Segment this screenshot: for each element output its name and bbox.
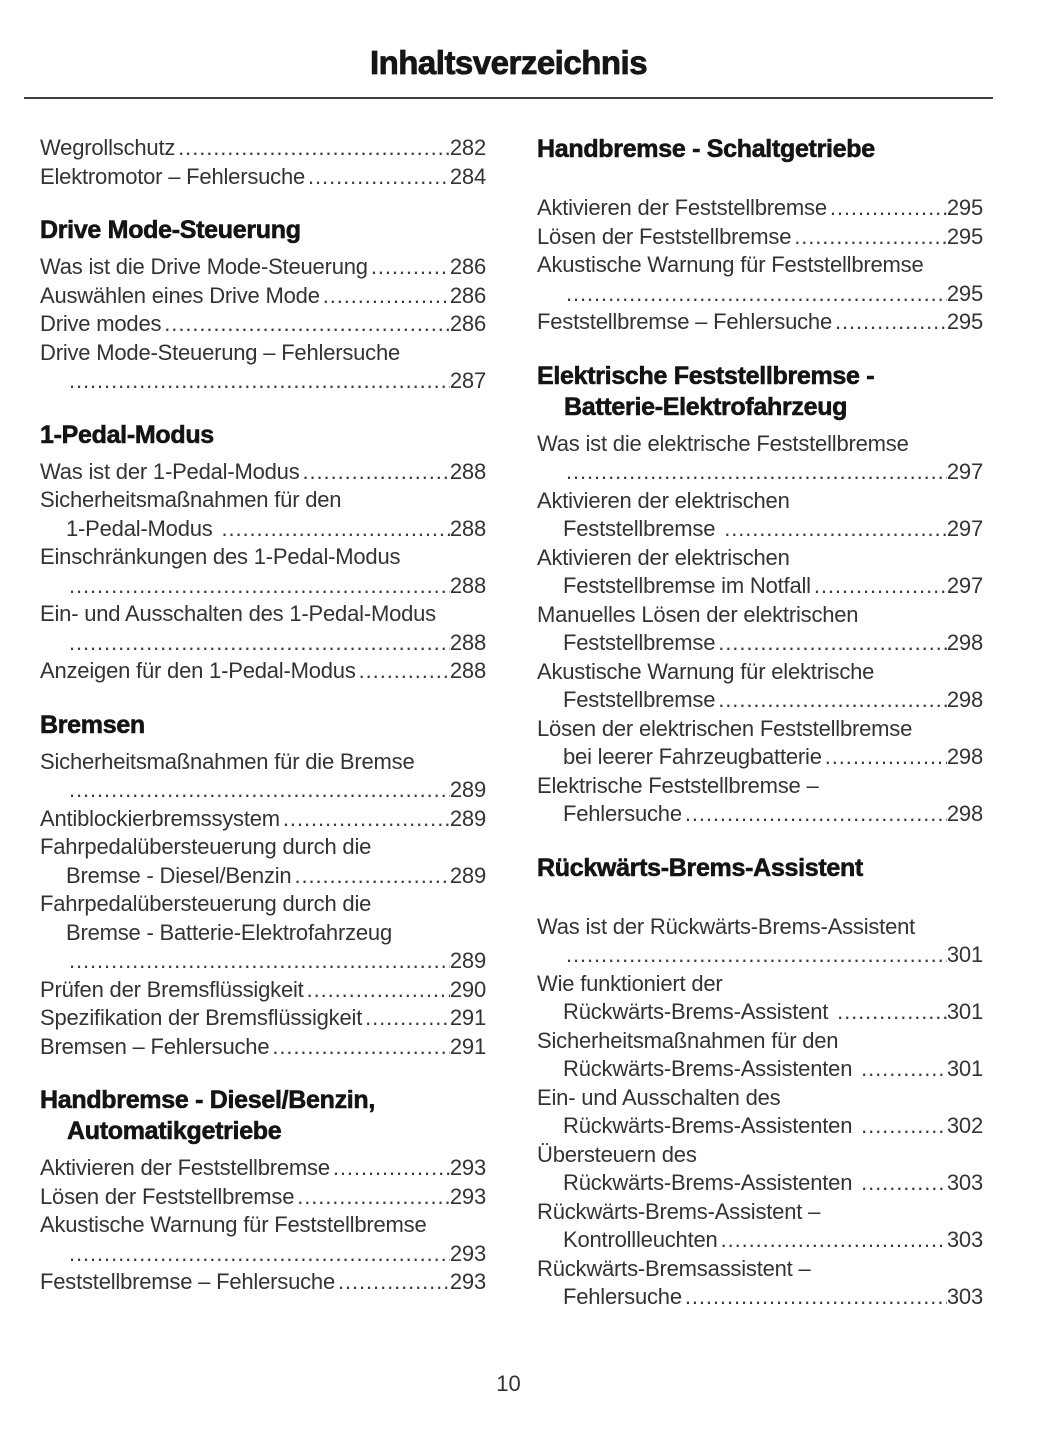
toc-entry-line <box>537 629 983 658</box>
toc-section <box>537 853 983 1312</box>
toc-entry-text: Feststellbremse – Fehlersuche <box>537 309 832 334</box>
toc-entry <box>537 223 983 252</box>
toc-entry <box>537 1027 983 1084</box>
toc-entry-page: 298 <box>946 744 983 769</box>
toc-entry-text: 1-Pedal-Modus <box>66 515 219 541</box>
toc-entry <box>537 1141 983 1198</box>
toc-entry-line <box>40 805 486 834</box>
toc-entry-text: bei leerer Fahrzeugbatterie <box>563 744 822 769</box>
dot-leader <box>66 1240 450 1269</box>
toc-entry-line <box>537 913 983 942</box>
toc-entry-text: Feststellbremse im Notfall <box>563 573 811 598</box>
toc-entry-line <box>40 1268 486 1297</box>
section-heading-line: Automatikgetriebe <box>67 1117 282 1145</box>
toc-entry-line <box>537 1283 983 1312</box>
toc-entry-text: Übersteuern des <box>537 1141 697 1167</box>
toc-entry-page: 297 <box>946 459 983 484</box>
toc-entry-text: Auswählen eines Drive Mode <box>40 282 320 308</box>
toc-entry-text: Rückwärts-Brems-Assistenten <box>563 1056 859 1081</box>
toc-entry-text: Fahrpedalübersteuerung durch die <box>40 891 372 916</box>
toc-entry-line <box>537 544 983 573</box>
toc-entry-page: 303 <box>946 1227 983 1252</box>
dot-leader <box>175 134 450 163</box>
toc-entry <box>40 253 486 282</box>
toc-entry-page: 289 <box>449 777 486 802</box>
toc-entry-line <box>40 1004 486 1033</box>
toc-entry-page: 291 <box>449 1005 486 1030</box>
toc-entry-line <box>40 310 486 339</box>
toc-entry-page: 289 <box>449 805 486 831</box>
toc-entry-line <box>537 1027 983 1056</box>
section-heading-line: Rückwärts-Brems-Assistent <box>537 853 863 882</box>
toc-entry-line <box>40 282 486 311</box>
toc-entry-line <box>537 970 983 999</box>
toc-entry <box>40 1211 486 1268</box>
toc-entry-page: 293 <box>449 1155 486 1180</box>
toc-entry-text: Rückwärts-Brems-Assistent <box>563 999 835 1024</box>
dot-leader <box>304 976 450 1005</box>
toc-entry-line <box>537 772 983 801</box>
toc-entry-text: Lösen der elektrischen Feststellbremse <box>537 715 913 741</box>
toc-entry-line <box>40 890 486 919</box>
section-heading <box>537 134 983 165</box>
toc-entry <box>40 748 486 805</box>
toc-entry-line <box>40 1183 486 1212</box>
dot-leader <box>718 1226 947 1255</box>
toc-entry-text: Bremse - Batterie-Elektrofahrzeug <box>66 919 392 945</box>
toc-entry-page: 295 <box>946 195 983 220</box>
toc-entry-text: Akustische Warnung für elektrische <box>537 658 875 684</box>
toc-entry-text: Antiblockierbremssystem <box>40 805 280 831</box>
toc-entry-page: 291 <box>449 1033 486 1059</box>
toc-entry-line <box>40 515 486 544</box>
toc-entry-line <box>537 458 983 487</box>
toc-entry-line <box>40 629 486 658</box>
toc-entry-text: Feststellbremse <box>563 516 722 541</box>
dot-leader <box>66 629 450 658</box>
section-heading <box>40 215 486 246</box>
toc-entry <box>537 251 983 308</box>
toc-entry-text: Einschränkungen des 1-Pedal-Modus <box>40 544 401 569</box>
dot-leader <box>335 1268 450 1297</box>
toc-entry-page: 288 <box>449 629 486 655</box>
toc-entry-page: 282 <box>449 135 486 160</box>
toc-entry-line <box>40 163 486 192</box>
section-heading-line: Drive Mode-Steuerung <box>40 216 301 244</box>
toc-entry-text: Bremsen – Fehlersuche <box>40 1033 270 1059</box>
toc-entry-text: Aktivieren der elektrischen <box>537 544 790 570</box>
toc-entry-line <box>40 367 486 396</box>
toc-entry-text: Rückwärts-Brems-Assistenten <box>563 1170 859 1195</box>
toc-entry-line <box>537 1226 983 1255</box>
toc-entry-line <box>537 658 983 687</box>
toc-entry-text: Feststellbremse – Fehlersuche <box>40 1269 335 1294</box>
toc-entry <box>40 890 486 976</box>
toc-entry-line <box>40 1154 486 1183</box>
title-divider <box>24 97 993 99</box>
toc-entry <box>537 194 983 223</box>
toc-entry-line <box>537 308 983 337</box>
dot-leader <box>280 805 450 834</box>
section-heading-line: 1-Pedal-Modus <box>40 420 214 449</box>
toc-entry-text: Wegrollschutz <box>40 135 176 160</box>
toc-entry-text: Sicherheitsmaßnahmen für die Bremse <box>40 748 415 774</box>
dot-leader <box>66 947 450 976</box>
toc-entry-line <box>40 657 486 686</box>
toc-entry-text: Drive Mode-Steuerung – Fehlersuche <box>40 339 401 365</box>
toc-entry-text: Anzeigen für den 1-Pedal-Modus <box>40 658 356 683</box>
dot-leader <box>320 282 450 311</box>
toc-entry <box>40 1268 486 1297</box>
toc-entry-page: 286 <box>449 282 486 308</box>
section-heading-line: Elektrische Feststellbremse - <box>537 361 875 390</box>
dot-leader <box>305 163 450 192</box>
toc-section <box>40 1085 486 1297</box>
toc-entry-line <box>40 1211 486 1240</box>
toc-entry-page: 287 <box>449 368 486 393</box>
toc-entry <box>40 600 486 657</box>
toc-entry <box>40 134 486 163</box>
dot-leader <box>858 1055 947 1084</box>
toc-entry-line <box>537 941 983 970</box>
toc-entry-page: 293 <box>449 1183 486 1209</box>
toc-entry <box>537 913 983 970</box>
dot-leader <box>563 280 947 309</box>
toc-section <box>537 361 983 829</box>
toc-entry-line <box>537 223 983 252</box>
toc-entry-line <box>537 515 983 544</box>
toc-entry-text: Was ist die Drive Mode-Steuerung <box>40 254 368 279</box>
toc-entry-text: Aktivieren der Feststellbremse <box>537 195 827 220</box>
toc-entry <box>537 970 983 1027</box>
toc-entry-line <box>40 572 486 601</box>
toc-entry-page: 293 <box>449 1269 486 1294</box>
section-heading-line: Bremsen <box>40 710 145 739</box>
toc-entry-text: Lösen der Feststellbremse <box>537 223 792 249</box>
toc-entry-line <box>537 1141 983 1170</box>
toc-entry-text: Sicherheitsmaßnahmen für den <box>40 487 342 512</box>
toc-entry-page: 288 <box>449 572 486 598</box>
dot-leader <box>822 743 947 772</box>
toc-entry-page: 288 <box>449 458 486 484</box>
toc-entry-text: Rückwärts-Bremsassistent – <box>537 1255 811 1281</box>
toc-entry <box>40 310 486 339</box>
section-heading-line: Batterie-Elektrofahrzeug <box>564 392 848 421</box>
toc-entry <box>40 1004 486 1033</box>
page-title: Inhaltsverzeichnis <box>369 44 648 81</box>
dot-leader <box>721 515 947 544</box>
toc-entry-text: Ein- und Ausschalten des <box>537 1084 781 1110</box>
toc-entry <box>537 715 983 772</box>
toc-entry-text: Akustische Warnung für Feststellbremse <box>537 252 924 277</box>
toc-entry-text: Fehlersuche <box>563 801 682 826</box>
section-heading <box>40 420 486 451</box>
dot-leader <box>161 310 450 339</box>
toc-entry <box>537 430 983 487</box>
toc-entry-page: 286 <box>449 254 486 279</box>
toc-entry-line <box>537 601 983 630</box>
toc-entry-line <box>537 487 983 516</box>
toc-entry-text: Elektrische Feststellbremse – <box>537 772 819 798</box>
dot-leader <box>66 776 450 805</box>
toc-entry-text: Elektromotor – Fehlersuche <box>40 163 306 189</box>
dot-leader <box>294 1183 450 1212</box>
section-heading-line: Handbremse - Schaltgetriebe <box>537 135 875 163</box>
toc-column-right <box>537 134 983 1312</box>
toc-entry-page: 298 <box>946 801 983 826</box>
toc-section <box>40 420 486 686</box>
toc-entry-line <box>40 253 486 282</box>
dot-leader <box>827 194 947 223</box>
dot-leader <box>682 800 947 829</box>
toc-entry <box>40 805 486 834</box>
toc-entry-page: 289 <box>449 948 486 973</box>
dot-leader <box>66 572 450 601</box>
toc-entry <box>40 543 486 600</box>
toc-entry-page: 286 <box>449 311 486 336</box>
dot-leader <box>858 1112 947 1141</box>
toc-entry-line <box>537 1169 983 1198</box>
toc-entry-text: Aktivieren der elektrischen <box>537 487 790 513</box>
toc-entry-page: 302 <box>946 1113 983 1138</box>
toc-entry <box>537 487 983 544</box>
toc-entry-line <box>537 251 983 280</box>
toc-entry-page: 295 <box>946 280 983 306</box>
toc-entry-page: 284 <box>449 163 486 189</box>
toc-entry-text: Drive modes <box>40 311 162 336</box>
toc-entry <box>40 976 486 1005</box>
toc-entry-line <box>537 800 983 829</box>
toc-entry-line <box>537 1084 983 1113</box>
toc-entry <box>40 1154 486 1183</box>
toc-entry <box>537 1255 983 1312</box>
toc-entry-line <box>40 1240 486 1269</box>
toc-entry-page: 301 <box>946 942 983 967</box>
section-heading <box>40 710 486 741</box>
dot-leader <box>368 253 450 282</box>
toc-entry-page: 297 <box>946 573 983 598</box>
toc-entry-line <box>537 1255 983 1284</box>
toc-entry-line <box>537 430 983 459</box>
toc-entry-page: 293 <box>449 1240 486 1266</box>
dot-leader <box>682 1283 947 1312</box>
dot-leader <box>219 515 450 544</box>
toc-entry-text: Was ist der Rückwärts-Brems-Assistent <box>537 913 916 939</box>
toc-entry-line <box>40 976 486 1005</box>
toc-entry-line <box>40 748 486 777</box>
section-heading-line: Handbremse - Diesel/Benzin, <box>40 1086 376 1114</box>
dot-leader <box>715 686 947 715</box>
toc-section <box>40 134 486 191</box>
toc-entry-line <box>40 833 486 862</box>
dot-leader <box>858 1169 947 1198</box>
toc-entry-line <box>537 1198 983 1227</box>
dot-leader <box>715 629 947 658</box>
dot-leader <box>563 458 947 487</box>
toc-section <box>40 215 486 396</box>
toc-entry-page: 297 <box>946 516 983 541</box>
dot-leader <box>356 657 450 686</box>
toc-entry <box>537 1084 983 1141</box>
toc-entry-page: 301 <box>946 1056 983 1081</box>
toc-entry <box>537 1198 983 1255</box>
toc-entry-text: Rückwärts-Brems-Assistenten <box>563 1113 859 1138</box>
toc-entry-line <box>537 280 983 309</box>
toc-entry-page: 303 <box>946 1284 983 1309</box>
toc-entry-page: 288 <box>449 658 486 683</box>
toc-entry-line <box>40 1033 486 1062</box>
toc-entry-text: Was ist der 1-Pedal-Modus <box>40 458 300 484</box>
toc-entry-page: 295 <box>946 309 983 334</box>
toc-entry-text: Rückwärts-Brems-Assistent – <box>537 1198 821 1224</box>
toc-entry-page: 288 <box>449 515 486 541</box>
toc-entry-line <box>40 776 486 805</box>
toc-entry <box>40 339 486 396</box>
toc-entry-text: Bremse - Diesel/Benzin <box>66 862 292 888</box>
dot-leader <box>330 1154 450 1183</box>
toc-entry-page: 295 <box>946 223 983 249</box>
toc-entry-text: Sicherheitsmaßnahmen für den <box>537 1027 839 1053</box>
dot-leader <box>291 862 449 891</box>
toc-entry-text: Ein- und Ausschalten des 1-Pedal-Modus <box>40 601 436 626</box>
toc-entry-text: Kontrollleuchten <box>563 1227 718 1252</box>
dot-leader <box>66 367 450 396</box>
dot-leader <box>362 1004 450 1033</box>
toc-entry <box>40 486 486 543</box>
toc-entry <box>537 601 983 658</box>
toc-entry <box>40 282 486 311</box>
toc-entry-text: Lösen der Feststellbremse <box>40 1183 295 1209</box>
toc-entry-page: 289 <box>449 862 486 888</box>
toc-entry-page: 301 <box>946 999 983 1024</box>
section-heading <box>537 361 983 423</box>
toc-entry-page: 290 <box>449 976 486 1002</box>
toc-entry-line <box>40 339 486 368</box>
toc-entry-line <box>40 134 486 163</box>
toc-entry-line <box>537 194 983 223</box>
toc-entry <box>537 772 983 829</box>
toc-entry-text: Spezifikation der Bremsflüssigkeit <box>40 1005 363 1030</box>
toc-entry-text: Feststellbremse <box>563 630 716 655</box>
dot-leader <box>791 223 947 252</box>
dot-leader <box>563 941 947 970</box>
toc-entry <box>537 658 983 715</box>
toc-entry-text: Feststellbremse <box>563 687 716 712</box>
toc-entry-page: 298 <box>946 687 983 712</box>
toc-entry <box>40 458 486 487</box>
toc-entry-line <box>537 998 983 1027</box>
toc-entry-line <box>537 715 983 744</box>
section-heading <box>537 853 983 884</box>
dot-leader <box>269 1033 450 1062</box>
toc-entry-text: Manuelles Lösen der elektrischen <box>537 601 859 627</box>
toc-entry-text: Fehlersuche <box>563 1284 682 1309</box>
toc-entry-line <box>40 543 486 572</box>
toc-entry-page: 298 <box>946 630 983 655</box>
toc-entry-text: Was ist die elektrische Feststellbremse <box>537 430 909 456</box>
dot-leader <box>834 998 947 1027</box>
page-number: 10 <box>496 1371 521 1396</box>
toc-entry-line <box>537 743 983 772</box>
toc-entry <box>40 163 486 192</box>
toc-entry-text: Akustische Warnung für Feststellbremse <box>40 1212 427 1237</box>
section-heading <box>40 1085 486 1147</box>
toc-entry-line <box>537 572 983 601</box>
toc-entry <box>40 1183 486 1212</box>
toc-entry-text: Prüfen der Bremsflüssigkeit <box>40 976 304 1002</box>
toc-entry <box>40 1033 486 1062</box>
dot-leader <box>300 458 450 487</box>
toc-entry-text: Wie funktioniert der <box>537 970 723 996</box>
dot-leader <box>811 572 947 601</box>
toc-entry-page: 303 <box>946 1170 983 1195</box>
toc-entry-line <box>40 486 486 515</box>
toc-entry-line <box>40 947 486 976</box>
toc-entry-line <box>40 600 486 629</box>
toc-section <box>537 134 983 337</box>
toc-entry-line <box>537 1055 983 1084</box>
toc-entry-text: Aktivieren der Feststellbremse <box>40 1155 330 1180</box>
toc-entry <box>537 308 983 337</box>
toc-entry <box>40 833 486 890</box>
toc-entry-text: Fahrpedalübersteuerung durch die <box>40 834 372 859</box>
toc-entry <box>537 544 983 601</box>
toc-column-left <box>40 134 486 1297</box>
dot-leader <box>832 308 947 337</box>
toc-entry-line <box>40 458 486 487</box>
toc-entry-line <box>40 919 486 948</box>
toc-entry-line <box>40 862 486 891</box>
toc-section <box>40 710 486 1062</box>
toc-entry-line <box>537 686 983 715</box>
toc-entry <box>40 657 486 686</box>
toc-entry-line <box>537 1112 983 1141</box>
